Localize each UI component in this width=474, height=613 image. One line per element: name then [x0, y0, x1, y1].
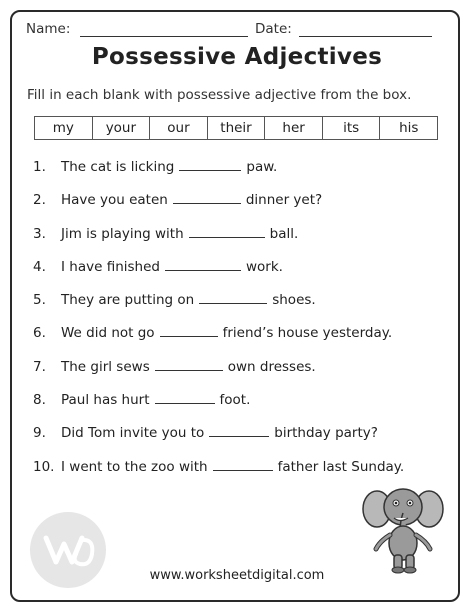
word-box	[34, 116, 438, 140]
question-text-after: friend’s house yesterday.	[222, 325, 393, 341]
word-box-item: his	[399, 120, 419, 136]
question-item	[33, 358, 316, 375]
question-number: 8.	[33, 392, 46, 408]
question-item	[33, 258, 283, 275]
date-field[interactable]	[255, 21, 432, 37]
question-text-after: birthday party?	[274, 425, 378, 441]
question-number: 9.	[33, 425, 46, 441]
word-box-item: its	[323, 117, 381, 139]
question-text-before: Have you eaten	[61, 192, 168, 208]
question-number: 5.	[33, 292, 46, 308]
answer-blank[interactable]	[160, 324, 218, 337]
footer-url: www.worksheetdigital.com	[149, 568, 325, 583]
question-text-after: paw.	[246, 159, 278, 175]
elephant-icon	[362, 483, 444, 575]
question-text-after: dinner yet?	[245, 192, 323, 208]
instructions: Fill in each blank with possessive adjective from the box.	[27, 87, 412, 103]
question-text-after: shoes.	[272, 292, 316, 308]
page-title: Possessive Adjectives	[91, 44, 383, 70]
date-line[interactable]	[299, 22, 432, 37]
question-text-before: They are putting on	[61, 292, 195, 308]
question-item	[33, 391, 250, 408]
question-item	[33, 158, 277, 175]
answer-blank[interactable]	[155, 358, 223, 371]
question-number: 3.	[33, 226, 46, 242]
answer-blank[interactable]	[165, 258, 241, 271]
answer-blank[interactable]	[209, 424, 269, 437]
question-number: 6.	[33, 325, 46, 341]
name-line[interactable]	[80, 22, 248, 37]
question-text-after: foot.	[219, 392, 251, 408]
question-number: 7.	[33, 359, 46, 375]
question-number: 4.	[33, 259, 46, 275]
question-text-after: ball.	[269, 226, 299, 242]
question-item	[33, 424, 378, 441]
date-label: Date:	[255, 21, 292, 37]
question-number: 10.	[33, 459, 55, 475]
question-text-before: I have finished	[61, 259, 160, 275]
question-item	[33, 225, 298, 242]
question-number: 2.	[33, 192, 46, 208]
word-box-item: my	[35, 117, 93, 139]
question-text-before: The cat is licking	[61, 159, 175, 175]
question-text-after: work.	[245, 259, 283, 275]
answer-blank[interactable]	[213, 458, 273, 471]
question-item	[33, 291, 316, 308]
answer-blank[interactable]	[155, 391, 215, 404]
answer-blank[interactable]	[189, 225, 265, 238]
name-field[interactable]	[26, 21, 248, 37]
question-item	[33, 458, 404, 475]
name-label: Name:	[26, 21, 71, 37]
question-text-before: Paul has hurt	[61, 392, 150, 408]
answer-blank[interactable]	[199, 291, 267, 304]
question-number: 1.	[33, 159, 46, 175]
question-text-after: father last Sunday.	[277, 459, 405, 475]
question-text-after: own dresses.	[227, 359, 316, 375]
answer-blank[interactable]	[173, 191, 241, 204]
question-text-before: Jim is playing with	[61, 226, 184, 242]
question-text-before: We did not go	[61, 325, 155, 341]
word-box-item: your	[93, 117, 151, 139]
question-text-before: Did Tom invite you to	[61, 425, 205, 441]
question-item	[33, 191, 322, 208]
question-text-before: I went to the zoo with	[61, 459, 208, 475]
question-text-before: The girl sews	[61, 359, 150, 375]
word-box-item: their	[208, 117, 266, 139]
answer-blank[interactable]	[179, 158, 241, 171]
word-box-item: our	[150, 117, 208, 139]
word-box-item: her	[265, 117, 323, 139]
question-item	[33, 324, 392, 341]
